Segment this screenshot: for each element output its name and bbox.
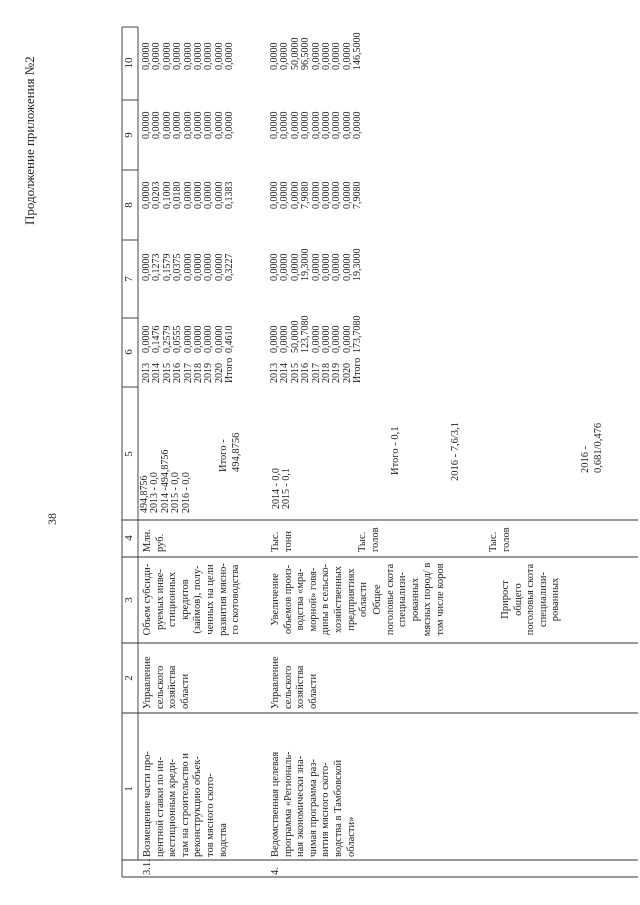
row-4-col10: 0,0000 0,0000 50,0000 96,5000 0,0000 0,0000 0,0000 0,0000 146,5000: [269, 32, 364, 70]
page-number: 38: [45, 513, 59, 525]
col-header-1: 1: [123, 786, 135, 792]
col-header-4: 4: [123, 535, 135, 541]
col-header-9: 9: [123, 132, 135, 138]
row-3-1-target-total: Итого - 494,8756: [218, 432, 242, 472]
col-header-10: 10: [123, 57, 135, 69]
row-4-col6: 0,0000 0,0000 50,0000 123,7080 0,0000 0,0000 0,0000 0,0000 173,7080: [269, 315, 364, 353]
row-4-sub2-value: 2016 - 0,681/0,476: [580, 422, 604, 473]
row-3-1-col7: 0,0000 0,1273 0,1579 0,0375 0,0000 0,0000 0,0000 0,0000 0,3227: [141, 253, 236, 281]
row-3-1-name: Возмещение части про- центной ставки по ин- вестиционным креди- там на строительство и реконструкцию объек- тов мясного ското- водства: [142, 751, 229, 857]
row-4-name: Ведомственная целевая программа «Региональ- ная экономически зна- чимая программа раз- вития мясного ското- водства в Тамбовской области»: [270, 751, 357, 857]
row-3-1-executor: Управление сельского хозяйства области: [142, 656, 191, 709]
row-4-unit: Тыс. тонн: [270, 531, 294, 552]
row-3-1-col8: 0,0000 0,0203 0,1000 0,0180 0,0000 0,0000 0,0000 0,0000 0,1383: [141, 181, 236, 209]
row-4-sub1-indicator: Общее поголовье скота специализи- рованных мясных пород/ в том числе коров: [372, 562, 446, 637]
row-4-col9: 0,0000 0,0000 0,0000 0,0000 0,0000 0,0000 0,0000 0,0000 0,0000: [269, 111, 364, 139]
row-4-sub2-unit: Тыс. голов: [488, 527, 512, 552]
row-4-col7: 0,0000 0,0000 0,0000 19,3000 0,0000 0,0000 0,0000 0,0000 19,3000: [269, 248, 364, 281]
appendix-title: Продолжение приложения №2: [22, 56, 37, 225]
row-4-sub1-value: 2016 - 7,6/3,1: [450, 422, 461, 481]
row-4-indicator: Увеличение объемов произ- водства «мра- морной» говя- дины в сельско- хозяйственных предприятиях области: [270, 563, 370, 636]
row-3-1-unit: Млн. руб.: [142, 529, 166, 552]
row-3-1-col9: 0,0000 0,0000 0,0000 0,0000 0,0000 0,0000 0,0000 0,0000 0,0000: [141, 111, 236, 139]
col-header-6: 6: [123, 349, 135, 355]
row-4-years: 2013 2014 2015 2016 2017 2018 2019 2020 Итого: [269, 357, 364, 383]
row-3-1-years: 2013 2014 2015 2016 2017 2018 2019 2020 Итого: [141, 357, 236, 383]
col-header-2: 2: [123, 675, 135, 681]
row-4-col8: 0,0000 0,0000 0,0000 7,9080 0,0000 0,0000 0,0000 0,0000 7,9080: [269, 181, 364, 209]
row-3-1-col6: 0,0000 0,1476 0,2579 0,0555 0,0000 0,0000 0,0000 0,0000 0,4610: [141, 325, 236, 353]
row-3-1-number: 3.1.: [142, 859, 153, 875]
row-4-executor: Управление сельского хозяйства области: [270, 656, 319, 709]
row-4-sub2-indicator: Прирост общего поголовья скота специализи- рованных: [500, 563, 562, 636]
row-3-1-indicator: Объем субсиди- руемых инве- стиционных кредитов (займов), полу- ченных на цели развития мясно- го скотоводства: [142, 563, 242, 636]
col-header-3: 3: [123, 597, 135, 603]
row-4-target-total: Итого - 0,1: [390, 426, 401, 475]
row-4-target-values: 2014 - 0,0 2015 - 0,1: [271, 468, 293, 509]
row-3-1-target-values: 494,8756 2013 - 0,0 2014 -494,8756 2015 - 0,0 2016 - 0,0: [139, 449, 192, 513]
col-header-7: 7: [123, 276, 135, 282]
col-header-5: 5: [123, 451, 135, 457]
row-3-1-col10: 0,0000 0,0000 0,0000 0,0000 0,0000 0,0000 0,0000 0,0000 0,0000: [141, 42, 236, 70]
row-4-number: 4.: [270, 867, 281, 875]
col-header-8: 8: [123, 202, 135, 208]
row-4-sub1-unit: Тыс. голов: [357, 527, 381, 552]
